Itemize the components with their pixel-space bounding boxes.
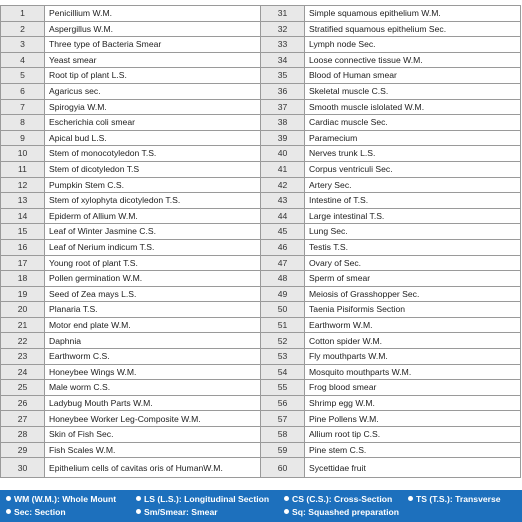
slide-name: Earthworm C.S. bbox=[45, 349, 261, 365]
slide-number: 15 bbox=[1, 224, 45, 240]
slide-name: Motor end plate W.M. bbox=[45, 317, 261, 333]
slide-name: Meiosis of Grasshopper Sec. bbox=[305, 286, 521, 302]
slide-table bbox=[0, 5, 521, 478]
slide-name: Loose connective tissue W.M. bbox=[305, 52, 521, 68]
slide-name: Smooth muscle islolated W.M. bbox=[305, 99, 521, 115]
legend-row bbox=[0, 494, 522, 507]
bullet-icon bbox=[136, 496, 141, 501]
slide-name: Agaricus sec. bbox=[45, 83, 261, 99]
table-row bbox=[1, 411, 521, 427]
legend-text: Sec: Section bbox=[14, 507, 66, 517]
slide-number: 56 bbox=[261, 395, 305, 411]
slide-number: 43 bbox=[261, 193, 305, 209]
slide-number: 36 bbox=[261, 83, 305, 99]
slide-name: Taenia Pisiformis Section bbox=[305, 302, 521, 318]
slide-name: Leaf of Winter Jasmine C.S. bbox=[45, 224, 261, 240]
slide-name: Apical bud L.S. bbox=[45, 130, 261, 146]
legend-item bbox=[136, 494, 269, 504]
table-row bbox=[1, 442, 521, 458]
slide-name: Escherichia coli smear bbox=[45, 115, 261, 131]
slide-number: 7 bbox=[1, 99, 45, 115]
bullet-icon bbox=[136, 509, 141, 514]
slide-name: Earthworm W.M. bbox=[305, 317, 521, 333]
slide-name: Intestine of T.S. bbox=[305, 193, 521, 209]
slide-name: Root tip of plant L.S. bbox=[45, 68, 261, 84]
slide-name: Lung Sec. bbox=[305, 224, 521, 240]
slide-number: 60 bbox=[261, 458, 305, 478]
slide-number: 32 bbox=[261, 21, 305, 37]
slide-number: 39 bbox=[261, 130, 305, 146]
table-row bbox=[1, 146, 521, 162]
legend-text: Sm/Smear: Smear bbox=[144, 507, 218, 517]
slide-name: Stem of monocotyledon T.S. bbox=[45, 146, 261, 162]
slide-number: 21 bbox=[1, 317, 45, 333]
slide-number: 13 bbox=[1, 193, 45, 209]
slide-number: 29 bbox=[1, 442, 45, 458]
slide-name: Sperm of smear bbox=[305, 271, 521, 287]
slide-name: Simple squamous epithelium W.M. bbox=[305, 6, 521, 22]
slide-name: Male worm C.S. bbox=[45, 380, 261, 396]
slide-name: Cardiac muscle Sec. bbox=[305, 115, 521, 131]
slide-name: Aspergillus W.M. bbox=[45, 21, 261, 37]
slide-number: 55 bbox=[261, 380, 305, 396]
slide-name: Paramecium bbox=[305, 130, 521, 146]
legend-item bbox=[136, 507, 218, 517]
legend-item bbox=[284, 507, 399, 517]
slide-name: Stem of dicotyledon T.S bbox=[45, 161, 261, 177]
slide-number: 24 bbox=[1, 364, 45, 380]
slide-name: Spirogyia W.M. bbox=[45, 99, 261, 115]
slide-name: Skin of Fish Sec. bbox=[45, 427, 261, 443]
legend-item bbox=[284, 494, 392, 504]
slide-number: 49 bbox=[261, 286, 305, 302]
slide-name: Honeybee Worker Leg-Composite W.M. bbox=[45, 411, 261, 427]
slide-name: Corpus ventriculi Sec. bbox=[305, 161, 521, 177]
slide-number: 12 bbox=[1, 177, 45, 193]
slide-name: Leaf of Nerium indicum T.S. bbox=[45, 239, 261, 255]
slide-number: 17 bbox=[1, 255, 45, 271]
slide-name: Skeletal muscle C.S. bbox=[305, 83, 521, 99]
slide-number: 47 bbox=[261, 255, 305, 271]
slide-number: 2 bbox=[1, 21, 45, 37]
table-row bbox=[1, 83, 521, 99]
legend-text: CS (C.S.): Cross-Section bbox=[292, 494, 393, 504]
slide-number: 19 bbox=[1, 286, 45, 302]
slide-name: Young root of plant T.S. bbox=[45, 255, 261, 271]
slide-number: 9 bbox=[1, 130, 45, 146]
slide-number: 10 bbox=[1, 146, 45, 162]
table-row bbox=[1, 380, 521, 396]
slide-number: 27 bbox=[1, 411, 45, 427]
slide-name: Pine stem C.S. bbox=[305, 442, 521, 458]
slide-number: 46 bbox=[261, 239, 305, 255]
bullet-icon bbox=[284, 509, 289, 514]
slide-number: 35 bbox=[261, 68, 305, 84]
slide-name: Fish Scales W.M. bbox=[45, 442, 261, 458]
slide-number: 51 bbox=[261, 317, 305, 333]
slide-name: Ovary of Sec. bbox=[305, 255, 521, 271]
table-row bbox=[1, 208, 521, 224]
table-row bbox=[1, 286, 521, 302]
abbreviation-legend bbox=[0, 490, 522, 522]
table-row bbox=[1, 255, 521, 271]
legend-text: WM (W.M.): Whole Mount bbox=[14, 494, 117, 504]
slide-number: 3 bbox=[1, 37, 45, 53]
table-row bbox=[1, 239, 521, 255]
table-row bbox=[1, 302, 521, 318]
slide-number: 54 bbox=[261, 364, 305, 380]
slide-number: 4 bbox=[1, 52, 45, 68]
slide-name: Pumpkin Stem C.S. bbox=[45, 177, 261, 193]
slide-name: Stem of xylophyta dicotyledon T.S. bbox=[45, 193, 261, 209]
table-row bbox=[1, 427, 521, 443]
slide-number: 57 bbox=[261, 411, 305, 427]
table-row bbox=[1, 37, 521, 53]
table-row bbox=[1, 161, 521, 177]
slide-name: Epithelium cells of cavitas oris of HumanW.M. bbox=[45, 458, 261, 478]
legend-item bbox=[6, 507, 66, 517]
slide-number: 50 bbox=[261, 302, 305, 318]
slide-name: Cotton spider W.M. bbox=[305, 333, 521, 349]
legend-text: LS (L.S.): Longitudinal Section bbox=[144, 494, 270, 504]
slide-name: Sycettidae fruit bbox=[305, 458, 521, 478]
legend-text: TS (T.S.): Transverse bbox=[416, 494, 501, 504]
table-row bbox=[1, 364, 521, 380]
slide-number: 37 bbox=[261, 99, 305, 115]
slide-number: 23 bbox=[1, 349, 45, 365]
slide-number: 25 bbox=[1, 380, 45, 396]
table-row bbox=[1, 395, 521, 411]
slide-name: Fly mouthparts W.M. bbox=[305, 349, 521, 365]
slide-number: 34 bbox=[261, 52, 305, 68]
table-row bbox=[1, 193, 521, 209]
slide-name: Shrimp egg W.M. bbox=[305, 395, 521, 411]
bullet-icon bbox=[408, 496, 413, 501]
table-row bbox=[1, 224, 521, 240]
slide-name: Seed of Zea mays L.S. bbox=[45, 286, 261, 302]
table-row bbox=[1, 130, 521, 146]
slide-name: Mosquito mouthparts W.M. bbox=[305, 364, 521, 380]
slide-name: Stratified squamous epithelium Sec. bbox=[305, 21, 521, 37]
legend-text: Sq: Squashed preparation bbox=[292, 507, 399, 517]
slide-number: 58 bbox=[261, 427, 305, 443]
slide-name: Yeast smear bbox=[45, 52, 261, 68]
slide-number: 1 bbox=[1, 6, 45, 22]
slide-number: 40 bbox=[261, 146, 305, 162]
slide-name: Daphnia bbox=[45, 333, 261, 349]
slide-number: 52 bbox=[261, 333, 305, 349]
slide-number: 44 bbox=[261, 208, 305, 224]
table-row bbox=[1, 271, 521, 287]
slide-name: Pollen germination W.M. bbox=[45, 271, 261, 287]
slide-number: 5 bbox=[1, 68, 45, 84]
slide-number: 42 bbox=[261, 177, 305, 193]
slide-name: Testis T.S. bbox=[305, 239, 521, 255]
slide-number: 30 bbox=[1, 458, 45, 478]
slide-name: Penicillium W.M. bbox=[45, 6, 261, 22]
slide-number: 8 bbox=[1, 115, 45, 131]
slide-number: 31 bbox=[261, 6, 305, 22]
table-row bbox=[1, 99, 521, 115]
slide-name: Ladybug Mouth Parts W.M. bbox=[45, 395, 261, 411]
table-row bbox=[1, 349, 521, 365]
slide-number: 53 bbox=[261, 349, 305, 365]
table-row bbox=[1, 52, 521, 68]
slide-number: 41 bbox=[261, 161, 305, 177]
slide-name: Three type of Bacteria Smear bbox=[45, 37, 261, 53]
bullet-icon bbox=[6, 496, 11, 501]
slide-number: 26 bbox=[1, 395, 45, 411]
table-row bbox=[1, 115, 521, 131]
slide-number: 22 bbox=[1, 333, 45, 349]
slide-name: Lymph node Sec. bbox=[305, 37, 521, 53]
slide-number: 38 bbox=[261, 115, 305, 131]
slide-name: Allium root tip C.S. bbox=[305, 427, 521, 443]
slide-name: Artery Sec. bbox=[305, 177, 521, 193]
slide-number: 11 bbox=[1, 161, 45, 177]
table-row bbox=[1, 21, 521, 37]
slide-number: 45 bbox=[261, 224, 305, 240]
slide-number: 28 bbox=[1, 427, 45, 443]
slide-name: Frog blood smear bbox=[305, 380, 521, 396]
legend-item bbox=[6, 494, 116, 504]
slide-name: Planaria T.S. bbox=[45, 302, 261, 318]
slide-number: 16 bbox=[1, 239, 45, 255]
slide-name: Large intestinal T.S. bbox=[305, 208, 521, 224]
table-row bbox=[1, 458, 521, 478]
slide-number: 59 bbox=[261, 442, 305, 458]
slide-number: 14 bbox=[1, 208, 45, 224]
table-row bbox=[1, 177, 521, 193]
table-row bbox=[1, 68, 521, 84]
legend-row bbox=[0, 507, 522, 520]
slide-name: Pine Pollens W.M. bbox=[305, 411, 521, 427]
table-row bbox=[1, 317, 521, 333]
slide-number: 20 bbox=[1, 302, 45, 318]
slide-name: Epiderm of Allium W.M. bbox=[45, 208, 261, 224]
slide-number: 48 bbox=[261, 271, 305, 287]
legend-item bbox=[408, 494, 501, 504]
table-row bbox=[1, 333, 521, 349]
slide-name: Nerves trunk L.S. bbox=[305, 146, 521, 162]
slide-number: 18 bbox=[1, 271, 45, 287]
bullet-icon bbox=[6, 509, 11, 514]
table-row bbox=[1, 6, 521, 22]
slide-number: 33 bbox=[261, 37, 305, 53]
slide-name: Blood of Human smear bbox=[305, 68, 521, 84]
slide-name: Honeybee Wings W.M. bbox=[45, 364, 261, 380]
bullet-icon bbox=[284, 496, 289, 501]
slide-number: 6 bbox=[1, 83, 45, 99]
